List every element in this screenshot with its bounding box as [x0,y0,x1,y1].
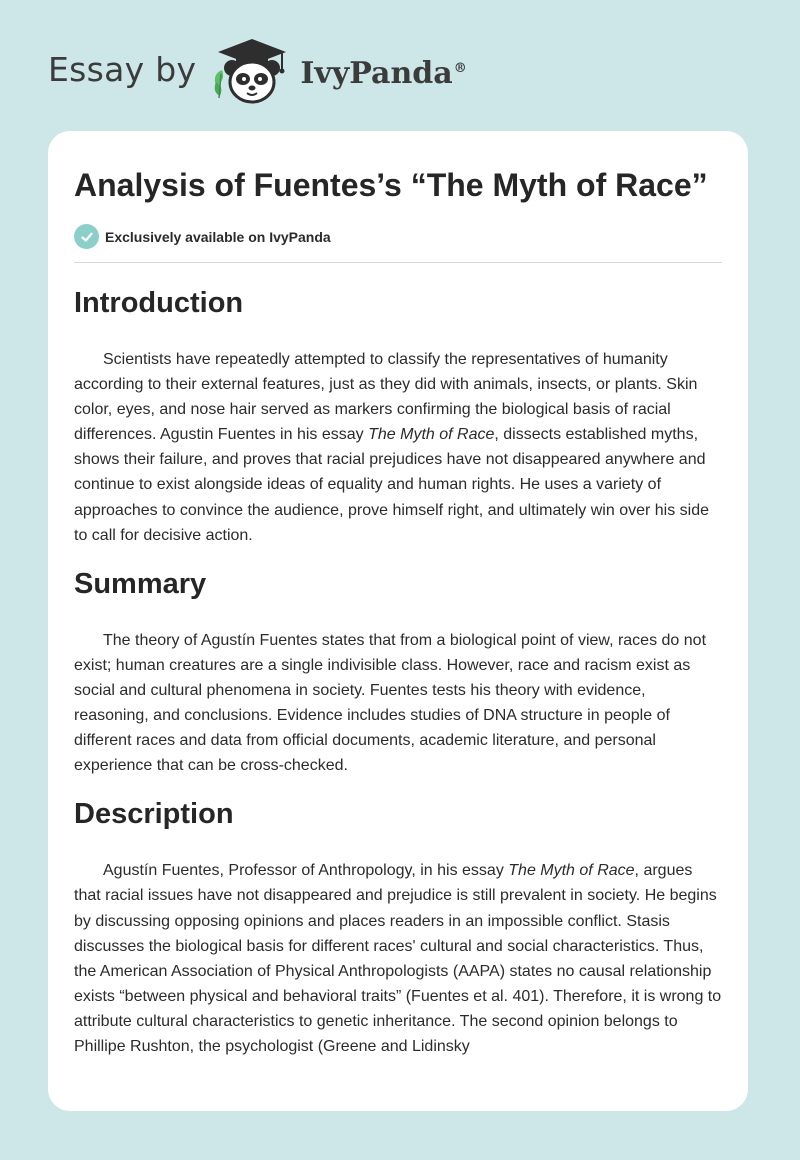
article-card [48,131,748,1111]
paragraph-summary: The theory of Agustín Fuentes states that from a biological point of view, races do not exist; human creatures are a single indivisible class. However, race and racism exist as social and cultural phenomena in society. Fuentes tests his theory with evidence, reasoning, and conclusions. Evidence includes studies of DNA structure in people of different races and data from official documents, academic literature, and personal experience that can be cross-checked. [74,631,707,775]
brand-name-text: IvyPanda [300,55,453,91]
brand-logo[interactable] [48,36,467,108]
intro-essay-title: The Myth of Race [368,426,495,444]
checkmark-icon [74,224,99,249]
paragraph-description [74,858,722,1059]
description-text: Agustín Fuentes, Professor of Anthropology, in his essay [103,862,509,880]
paragraph-introduction [74,347,722,548]
heading-introduction: Introduction [74,287,244,319]
exclusive-badge [74,224,722,263]
brand-name [300,56,466,91]
article-title: Analysis of Fuentes’s “The Myth of Race” [74,167,708,203]
heading-summary: Summary [74,567,207,600]
intro-text: Scientists have repeatedly attempted to classify the representatives of humanity according to their external features, just as they did with animals, insects, or plants. Skin color, eyes, and nose hair served as markers confirming the biological basis of racial differences. Agustin Fuentes in his essay [74,351,698,444]
registered-mark: ® [453,60,467,76]
panda-graduate-icon [210,36,294,108]
description-text-rest: , argues that racial issues have not disappeared and prejudice is still prevalent in society. He begins by discussing opposing opinions and places readers in an impossible conflict. Stasis discusses the biological basis for different races' cultural and social characteristics. Thus, the American Association of Physical Anthropologists (AAPA) states no causal relationship exists “between physical and behavioral traits” (Fuentes et al. 401). Therefore, it is wrong to attribute cultural characteristics to genetic inheritance. The second opinion belongs to Phillipe Rushton, the psychologist (Greene and Lidinsky [74,862,722,1055]
heading-description: Description [74,798,234,831]
brand-prefix: Essay by [48,49,197,89]
badge-text: Exclusively available on IvyPanda [105,228,331,245]
intro-text-rest: , dissects established myths, shows their failure, and proves that racial prejudices have not disappeared anywhere and continue to exist alongside ideas of equality and human rights. He uses a variety of approaches to convince the audience, prove himself right, and ultimately win over his side to call for decisive action. [74,426,710,544]
description-essay-title: The Myth of Race [508,862,635,880]
